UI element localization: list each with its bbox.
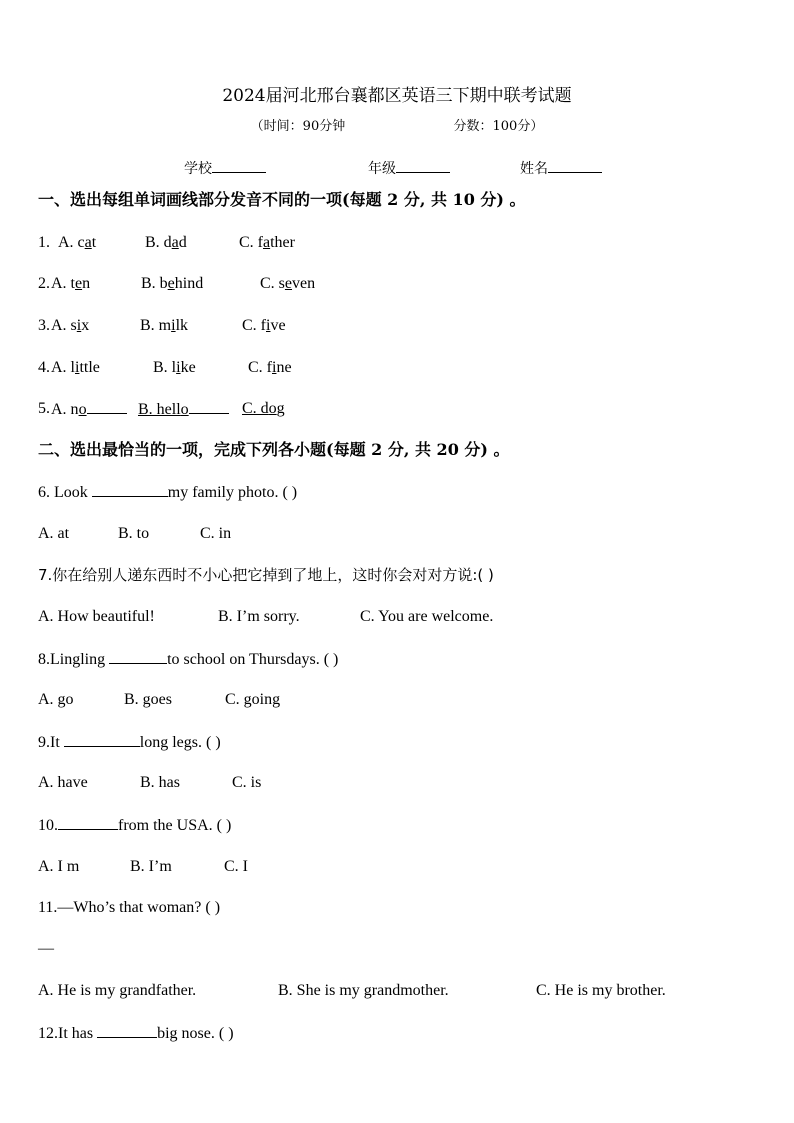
option-a[interactable]: A. I m [38,858,80,875]
grade-blank[interactable] [396,158,450,173]
option-c[interactable]: C. father [239,234,295,251]
question-number: 4. [38,359,50,376]
option-b[interactable]: B. dad [145,234,187,251]
question-11-answer-dash: — [38,940,54,957]
option-c[interactable]: C. I [224,858,248,875]
question-stem-end: to school on Thursdays. ( ) [167,651,339,668]
question-number: 3. [38,317,50,334]
option-c[interactable]: C. five [242,317,286,334]
question-stem: 8.Lingling [38,651,110,668]
question-12 [38,1023,234,1044]
option-b[interactable]: B. has [140,774,180,791]
section2-heading: 二、选出最恰当的一项，完成下列各小题(每题 2 分, 共 20 分) 。 [38,440,510,459]
option-a[interactable]: A. go [38,691,74,708]
option-a[interactable]: A. He is my grandfather. [38,982,197,999]
answer-blank[interactable] [97,1023,157,1038]
exam-score: 分数：100分） [453,119,544,134]
question-11: 11.—Who’s that woman? ( ) [38,899,221,916]
option-c[interactable]: C. in [200,525,232,542]
option-a[interactable]: A. ten [51,275,91,292]
question-3 [38,316,286,336]
question-stem: 6. Look [38,484,92,501]
page-title: 2024届河北邢台襄都区英语三下期中联考试题 [222,86,572,106]
option-a[interactable]: A. six [51,317,90,334]
option-c[interactable]: C. is [232,774,262,791]
option-c[interactable]: C. going [225,691,281,708]
answer-blank[interactable] [64,732,140,747]
question-number: 1. [38,234,50,251]
option-a[interactable]: A. have [38,774,88,791]
question-stem: 10. [38,817,58,834]
option-b[interactable]: B. hello [138,399,229,420]
school-blank[interactable] [212,158,266,173]
grade-field[interactable] [368,158,450,179]
option-b[interactable]: B. goes [124,691,172,708]
option-a[interactable]: A. at [38,525,70,542]
question-4 [38,358,292,378]
exam-time: （时间：90分钟 [250,119,346,134]
question-1 [38,233,295,253]
school-label: 学校 [184,161,212,177]
grade-label: 年级 [368,161,396,177]
option-a[interactable]: A. no [51,399,127,420]
option-c[interactable]: C. seven [260,275,316,292]
answer-blank[interactable] [92,482,168,497]
option-c[interactable]: C. dog [242,400,285,417]
underline-gap [87,399,127,414]
question-stem: 9.It [38,734,64,751]
answer-blank[interactable] [58,815,118,830]
option-c[interactable]: C. He is my brother. [536,982,666,999]
option-c[interactable]: C. You are welcome. [360,608,494,625]
name-field[interactable] [520,158,602,179]
answer-blank[interactable] [109,649,167,664]
question-stem-end: long legs. ( ) [139,734,221,751]
option-b[interactable]: B. She is my grandmother. [278,982,449,999]
question-stem: 12.It has [38,1025,98,1042]
option-b[interactable]: B. to [118,525,150,542]
option-b[interactable]: B. behind [141,275,204,292]
section1-heading: 一、选出每组单词画线部分发音不同的一项(每题 2 分, 共 10 分) 。 [38,190,526,209]
option-b[interactable]: B. I’m [130,858,172,875]
question-5 [38,399,285,419]
option-b[interactable]: B. like [153,359,196,376]
question-10 [38,815,231,836]
question-stem-end: from the USA. ( ) [118,817,232,834]
option-a[interactable]: A. little [51,359,100,376]
option-c[interactable]: C. fine [248,359,292,376]
school-field[interactable] [184,158,266,179]
option-a[interactable]: A. cat [58,234,97,251]
question-6 [38,482,297,503]
question-2 [38,274,316,294]
question-7: 7.你在给别人递东西时不小心把它掉到了地上，这时你会对对方说:( ) [38,566,494,584]
exam-info [0,117,794,137]
option-b[interactable]: B. milk [140,317,189,334]
underline-gap [189,399,229,414]
name-blank[interactable] [548,158,602,173]
option-b[interactable]: B. I’m sorry. [218,608,300,625]
question-8 [38,649,338,670]
question-number: 5. [38,400,50,417]
question-9 [38,732,221,753]
question-stem-end: my family photo. ( ) [167,484,298,501]
name-label: 姓名 [520,161,548,177]
question-number: 2. [38,275,50,292]
option-a[interactable]: A. How beautiful! [38,608,155,625]
question-stem-end: big nose. ( ) [157,1025,234,1042]
